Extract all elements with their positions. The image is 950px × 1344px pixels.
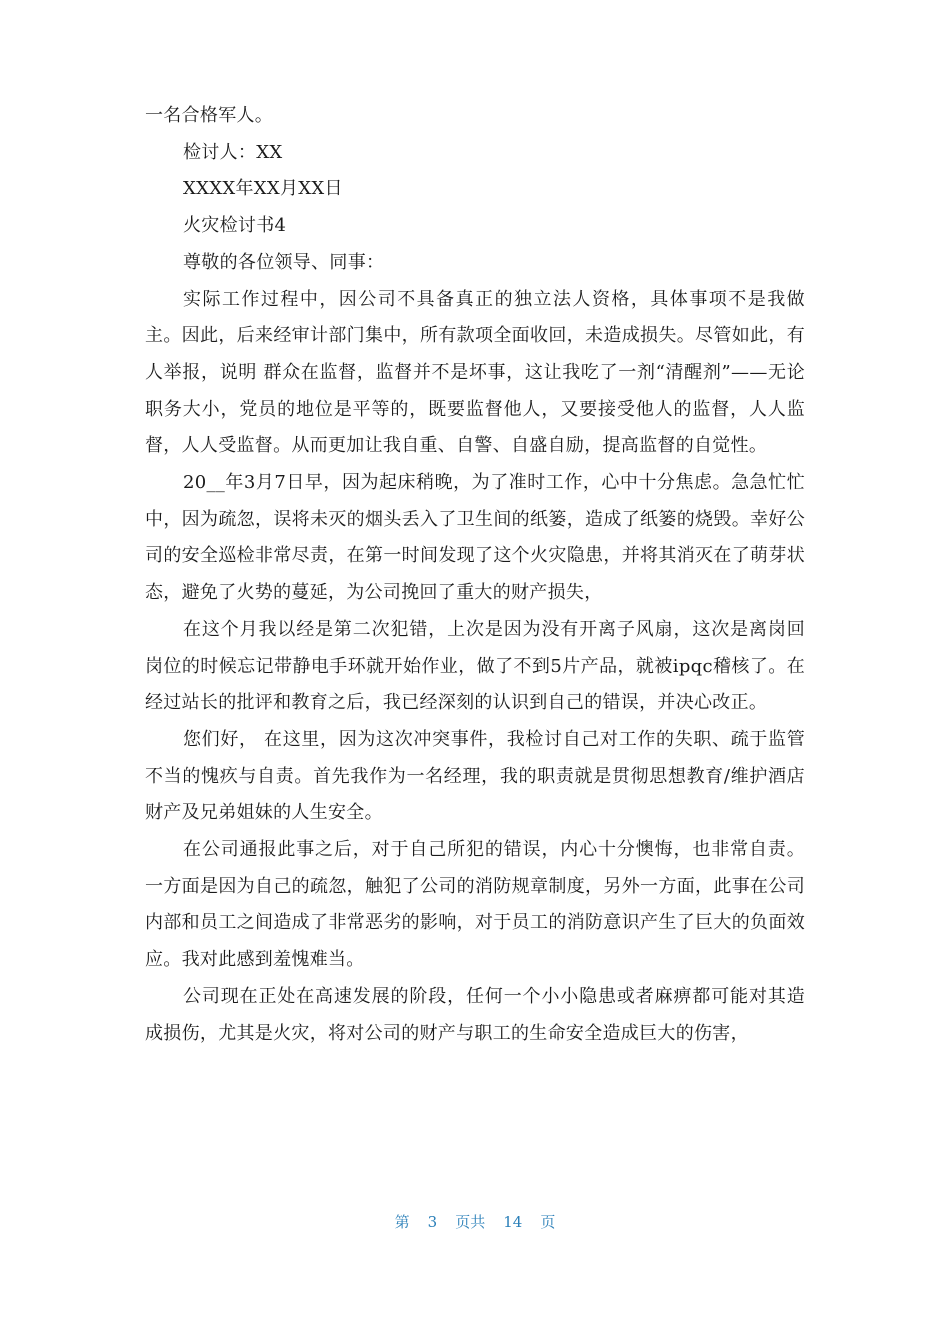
- paragraph-6: 实际工作过程中，因公司不具备真正的独立法人资格，具体事项不是我做主。因此，后来经审计部门集中，所有款项全面收回，未造成损失。尽管如此，有人举报，说明 群众在监督，监督并不是坏事，这让我吃了一剂“清醒剂”——无论职务大小，党员的地位是平等的，既要监督他人，又要接受他人的监督，人人监督，人人受监督。从而更加让我自重、自警、自盛自励，提高监督的自觉性。: [145, 288, 805, 457]
- paragraph-1: 一名合格军人。: [145, 105, 274, 126]
- footer-total-pages: 14: [503, 1213, 523, 1231]
- section-title: 火灾检讨书4: [183, 215, 287, 237]
- footer-page-number: 3: [427, 1213, 438, 1231]
- signature-line: 检讨人：XX: [183, 141, 283, 163]
- paragraph-9: 您们好， 在这里，因为这次冲突事件，我检讨自己对工作的失职、疏于监管不当的愧疚与自责。首先我作为一名经理，我的职责就是贯彻思想教育/维护酒店财产及兄弟姐妹的人生安全。: [145, 728, 805, 824]
- paragraph-7: 20__年3月7日早，因为起床稍晚，为了准时工作，心中十分焦虑。急急忙忙中，因为疏忽，误将未灭的烟头丢入了卫生间的纸篓，造成了纸篓的烧毁。幸好公司的安全巡检非常尽责，在第一时间发现了这个火灾隐患，并将其消灭在了萌芽状态，避免了火势的蔓延，为公司挽回了重大的财产损失，: [145, 472, 805, 604]
- salutation: 尊敬的各位领导、同事：: [183, 251, 385, 273]
- date-line: XXXX年XX月XX日: [183, 178, 343, 200]
- paragraph-11: 公司现在正处在高速发展的阶段，任何一个小小隐患或者麻痹都可能对其造成损伤，尤其是火灾，将对公司的财产与职工的生命安全造成巨大的伤害，: [145, 985, 805, 1044]
- page-footer: [0, 1211, 950, 1232]
- footer-suffix: 页: [540, 1213, 556, 1231]
- document-body: [145, 98, 805, 1052]
- paragraph-10: 在公司通报此事之后，对于自己所犯的错误，内心十分懊悔，也非常自责。一方面是因为自己的疏忽，触犯了公司的消防规章制度，另外一方面，此事在公司内部和员工之间造成了非常恶劣的影响，对于员工的消防意识产生了巨大的负面效应。我对此感到羞愧难当。: [145, 839, 805, 971]
- footer-prefix: 第: [394, 1213, 410, 1231]
- paragraph-8: 在这个月我以经是第二次犯错，上次是因为没有开离子风扇，这次是离岗回岗位的时候忘记带静电手环就开始作业，做了不到5片产品，就被ipqc稽核了。在经过站长的批评和教育之后，我已经深刻的认识到自己的错误，并决心改正。: [145, 618, 805, 714]
- footer-middle: 页共: [455, 1213, 486, 1231]
